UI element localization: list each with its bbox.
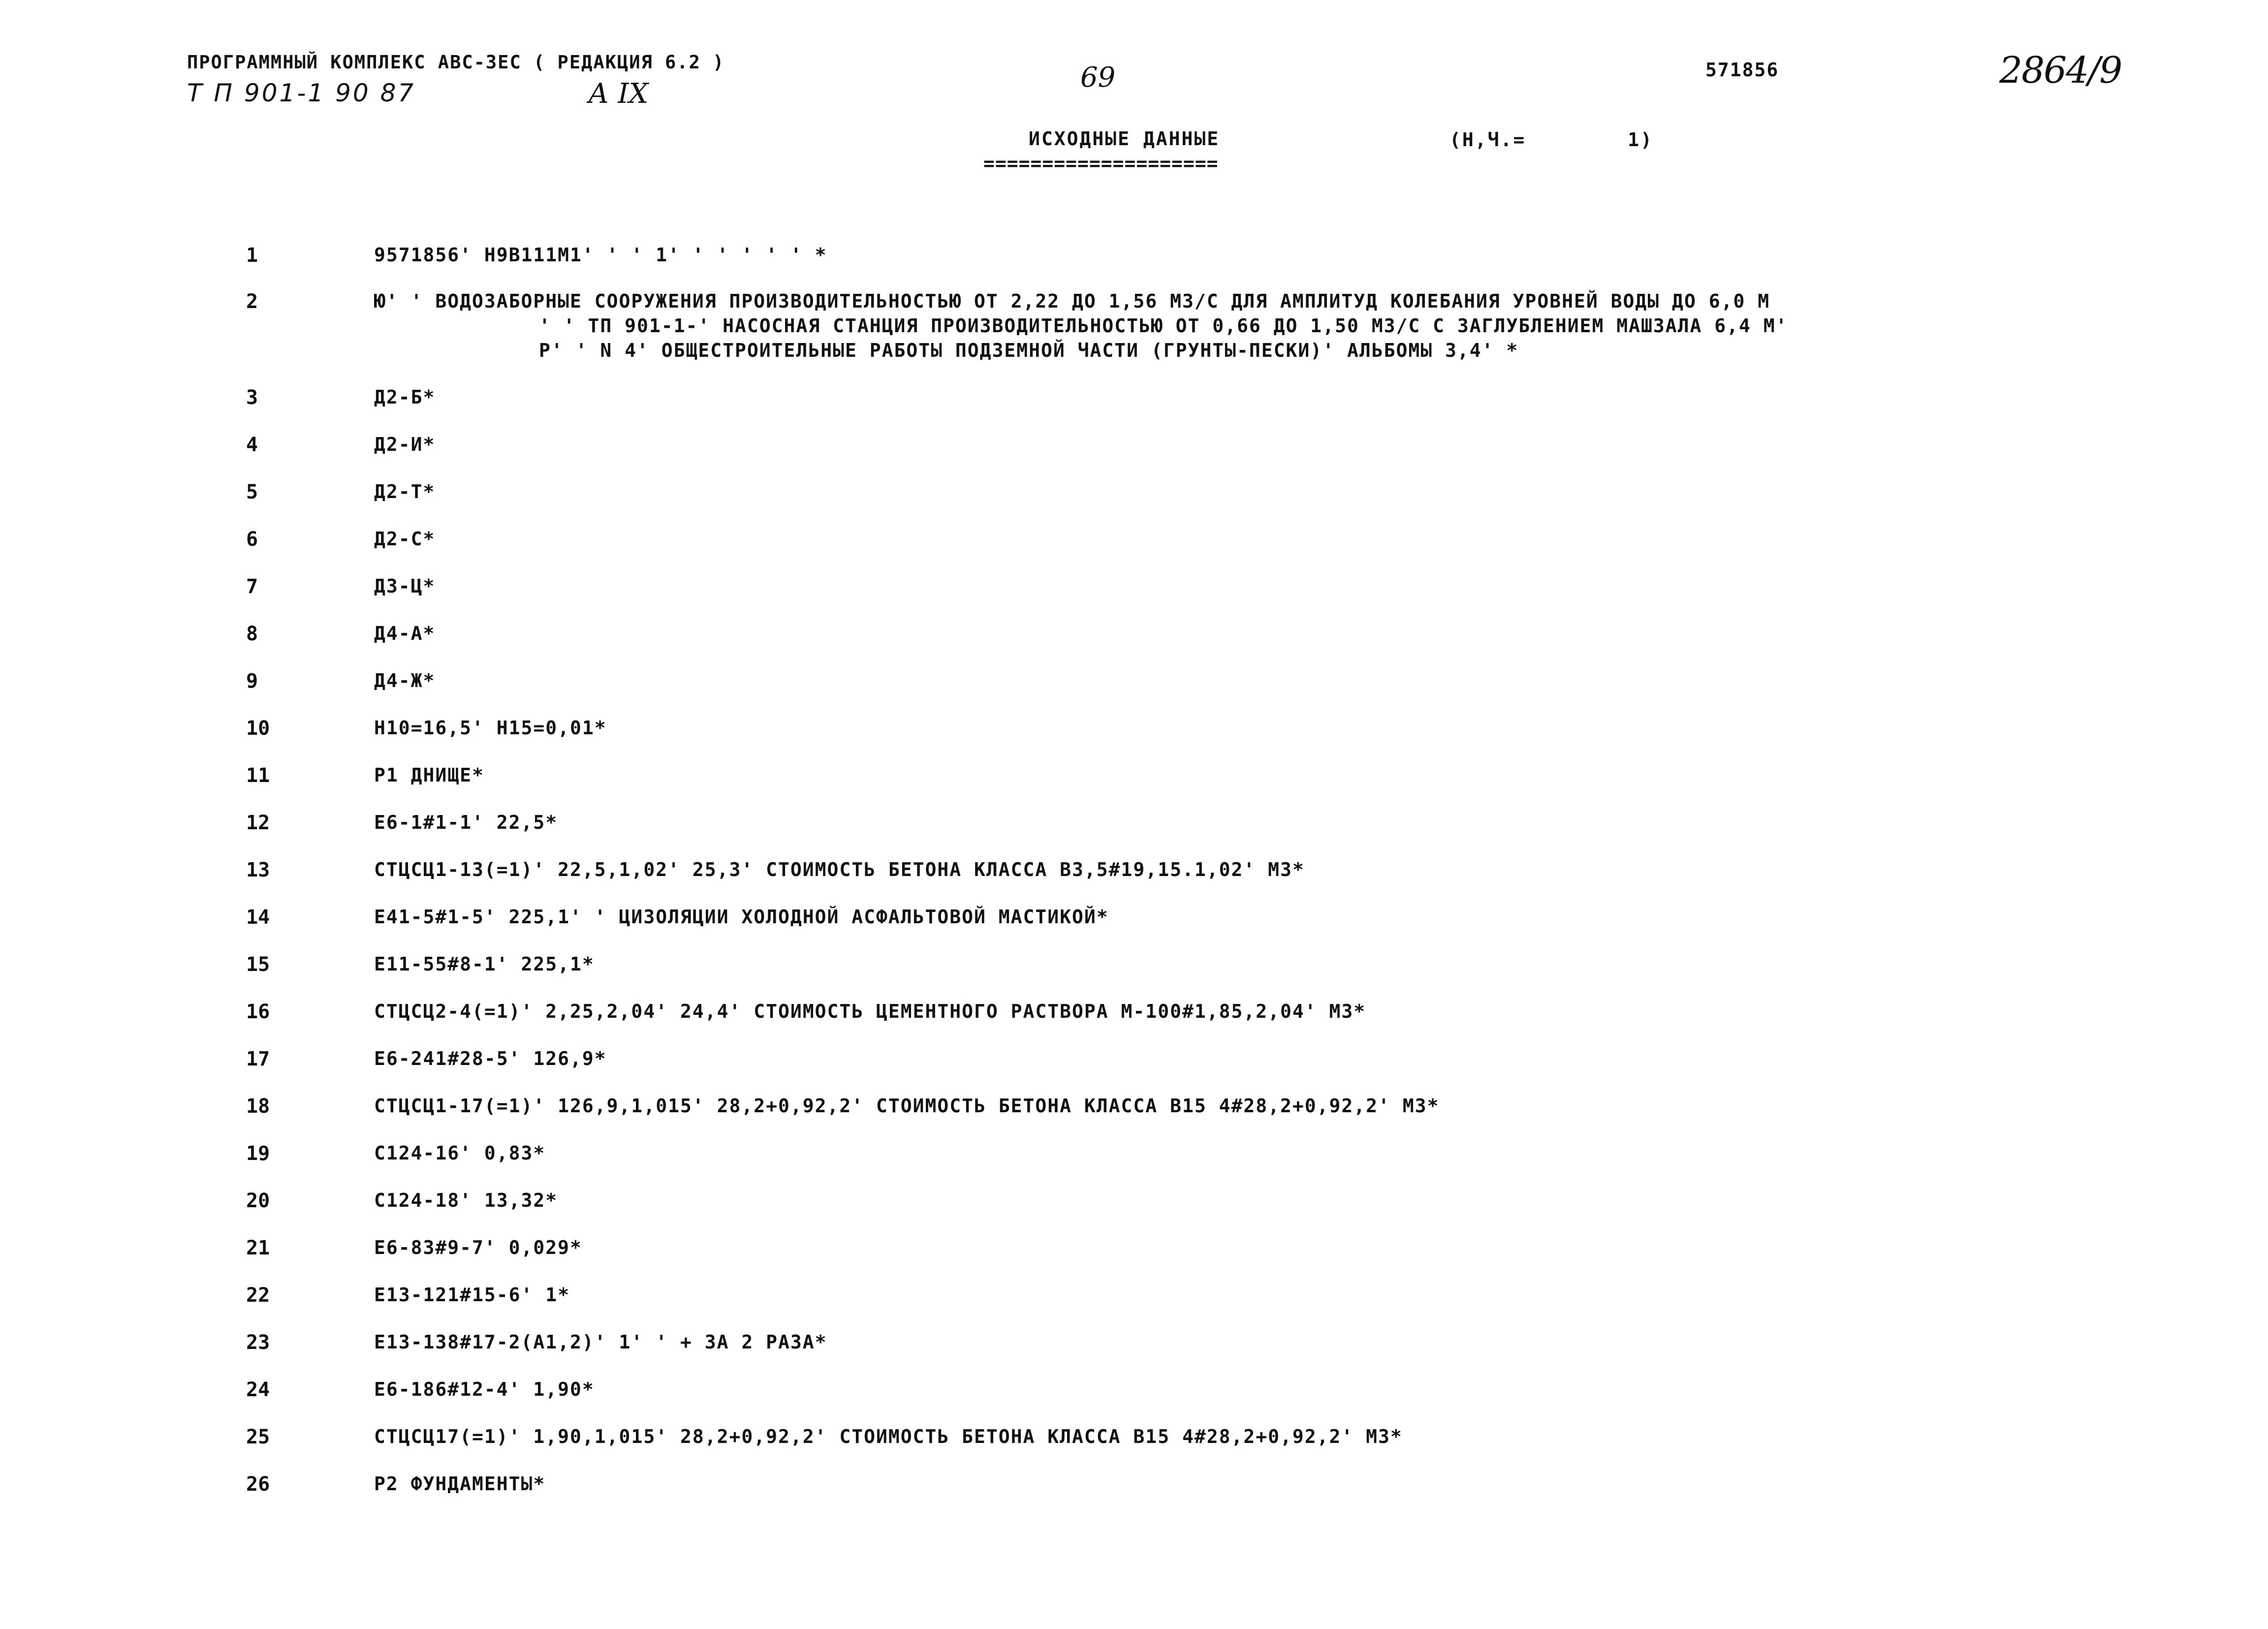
program-title: ПРОГРАММНЫЙ КОМПЛЕКС АВС-3ЕС ( РЕДАКЦИЯ 6.2 ) — [187, 52, 725, 73]
line-number: 8 — [246, 623, 258, 645]
line-text: Е6-83#9-7' 0,029* — [374, 1237, 582, 1258]
line-text: Е6-186#12-4' 1,90* — [374, 1378, 595, 1400]
page-number: 69 — [1080, 62, 1116, 94]
line-text: Д2-Б* — [374, 386, 436, 408]
line-text: Н10=16,5' Н15=0,01* — [374, 717, 607, 739]
line-text: Е6-1#1-1' 22,5* — [374, 812, 558, 833]
line-text: С124-18' 13,32* — [374, 1190, 558, 1211]
line-number: 20 — [246, 1190, 270, 1212]
line-number: 15 — [246, 953, 270, 976]
line-number: 14 — [246, 906, 270, 929]
line-text: СТЦСЦ17(=1)' 1,90,1,015' 28,2+0,92,2' СТОИМОСТЬ БЕТОНА КЛАССА В15 4#28,2+0,92,2' М3* — [374, 1426, 1403, 1447]
section-param: (Н,Ч.= 1) — [1449, 129, 1654, 151]
line-text: Ю' ' ВОДОЗАБОРНЫЕ СООРУЖЕНИЯ ПРОИЗВОДИТЕЛЬНОСТЬЮ ОТ 2,22 ДО 1,56 М3/С ДЛЯ АМПЛИТУД КОЛЕБАНИЯ УРОВНЕЙ ВОДЫ ДО 6,0 М — [374, 290, 1770, 312]
line-number: 7 — [246, 575, 258, 598]
section-title: ИСХОДНЫЕ ДАННЫЕ — [1029, 128, 1220, 150]
line-number: 24 — [246, 1378, 270, 1401]
line-continuation: Р' ' N 4' ОБЩЕСТРОИТЕЛЬНЫЕ РАБОТЫ ПОДЗЕМНОЙ ЧАСТИ (ГРУНТЫ-ПЕСКИ)' АЛЬБОМЫ 3,4' * — [539, 340, 1519, 361]
line-text: Е13-121#15-6' 1* — [374, 1284, 570, 1306]
line-text: Е6-241#28-5' 126,9* — [374, 1048, 607, 1069]
line-number: 12 — [246, 812, 270, 834]
line-number: 6 — [246, 528, 258, 551]
line-number: 10 — [246, 717, 270, 740]
handwritten-stamp: 2864/9 — [1999, 49, 2122, 92]
line-text: Е41-5#1-5' 225,1' ' ЦИЗОЛЯЦИИ ХОЛОДНОЙ АСФАЛЬТОВОЙ МАСТИКОЙ* — [374, 906, 1109, 928]
line-text: Р1 ДНИЩЕ* — [374, 764, 484, 786]
line-number: 13 — [246, 859, 270, 881]
document-code: 571856 — [1705, 59, 1779, 81]
line-text: Р2 ФУНДАМЕНТЫ* — [374, 1473, 546, 1495]
line-number: 22 — [246, 1284, 270, 1307]
line-number: 11 — [246, 764, 270, 787]
line-number: 16 — [246, 1001, 270, 1023]
line-number: 9 — [246, 670, 258, 692]
line-number: 1 — [246, 244, 258, 267]
line-number: 17 — [246, 1048, 270, 1070]
album-label: А IХ — [588, 78, 649, 110]
line-number: 26 — [246, 1473, 270, 1496]
line-number: 3 — [246, 386, 258, 409]
line-text: Д2-Т* — [374, 481, 436, 502]
line-number: 5 — [246, 481, 258, 503]
line-text: Д2-И* — [374, 434, 436, 455]
line-text: С124-16' 0,83* — [374, 1142, 546, 1164]
line-text: Е13-138#17-2(А1,2)' 1' ' + ЗА 2 РАЗА* — [374, 1331, 827, 1353]
line-number: 25 — [246, 1426, 270, 1448]
line-text: СТЦСЦ1-17(=1)' 126,9,1,015' 28,2+0,92,2' СТОИМОСТЬ БЕТОНА КЛАССА В15 4#28,2+0,92,2' М3* — [374, 1095, 1440, 1117]
tp-number: Т П 901-1 90 87 — [187, 79, 416, 107]
line-number: 21 — [246, 1237, 270, 1259]
line-number: 2 — [246, 290, 258, 313]
line-number: 18 — [246, 1095, 270, 1118]
line-text: Д4-А* — [374, 623, 436, 644]
section-underline: ==================== — [983, 153, 1219, 174]
line-number: 23 — [246, 1331, 270, 1354]
line-text: Д4-Ж* — [374, 670, 436, 691]
line-number: 4 — [246, 434, 258, 456]
line-text: СТЦСЦ2-4(=1)' 2,25,2,04' 24,4' СТОИМОСТЬ ЦЕМЕНТНОГО РАСТВОРА М-100#1,85,2,04' М3* — [374, 1001, 1366, 1022]
line-continuation: ' ' ТП 901-1-' НАСОСНАЯ СТАНЦИЯ ПРОИЗВОДИТЕЛЬНОСТЬЮ ОТ 0,66 ДО 1,50 М3/С С ЗАГЛУБЛЕНИЕМ МАШЗАЛА 6,4 М' — [539, 315, 1788, 337]
line-text: Д3-Ц* — [374, 575, 436, 597]
line-number: 19 — [246, 1142, 270, 1165]
line-text: Д2-С* — [374, 528, 436, 550]
line-text: 9571856' Н9В111М1' ' ' 1' ' ' ' ' ' * — [374, 244, 827, 266]
line-text: СТЦСЦ1-13(=1)' 22,5,1,02' 25,3' СТОИМОСТЬ БЕТОНА КЛАССА В3,5#19,15.1,02' М3* — [374, 859, 1305, 880]
line-text: Е11-55#8-1' 225,1* — [374, 953, 595, 975]
